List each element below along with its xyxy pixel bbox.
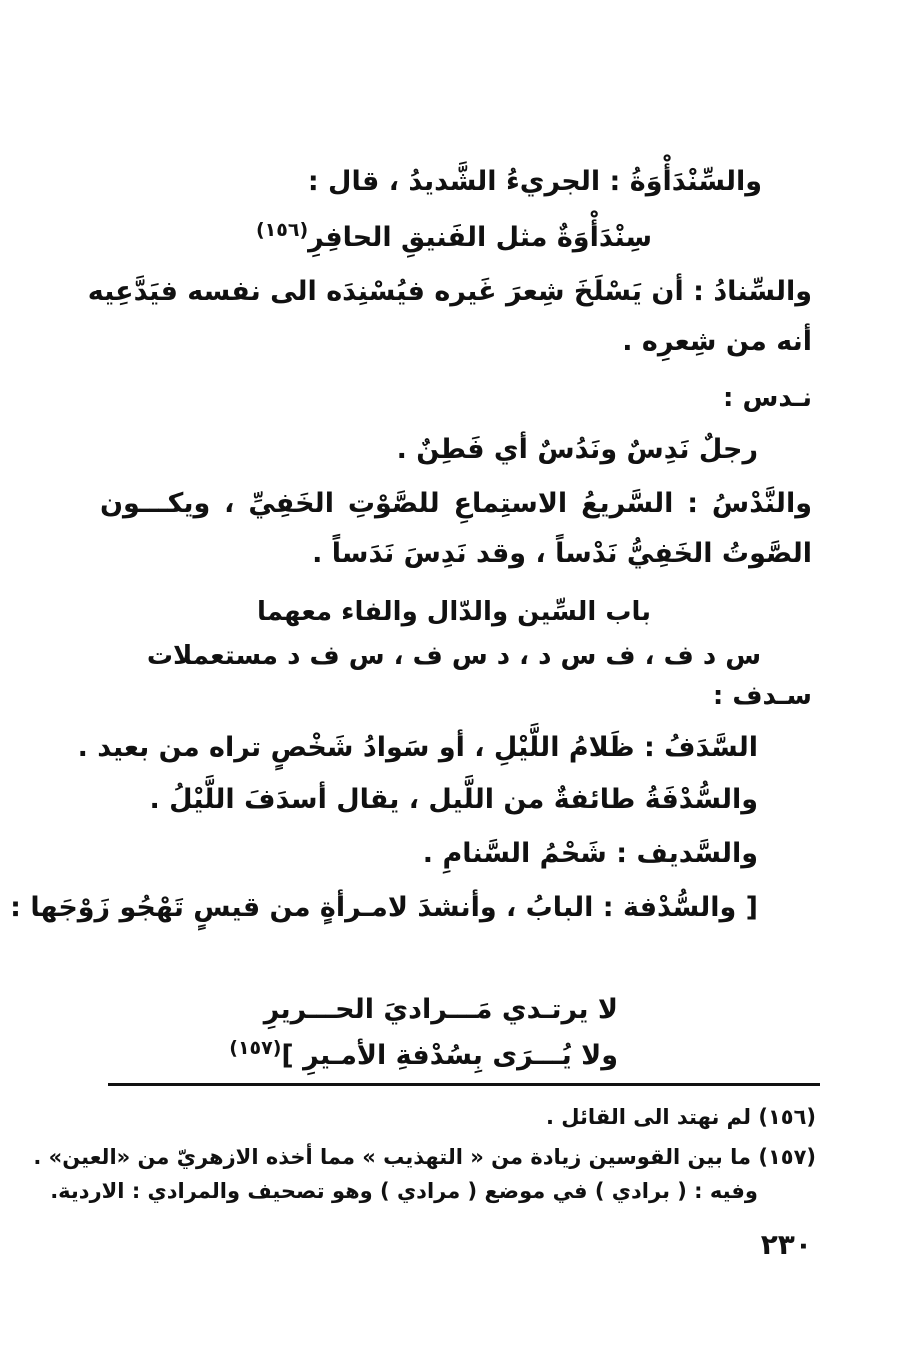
- footnote-divider: [108, 1083, 820, 1086]
- text-line-4: أنه من شِعرِه .: [622, 326, 812, 357]
- text-line-13: والسُّدْفَةُ طائفةٌ من اللَّيل ، يقال أسدَفَ اللَّيْلُ .: [149, 784, 758, 815]
- text-line-3: والسِّنادُ : أن يَسْلَخَ شِعرَ غَيره فيُسْنِدَه الى نفسه فيَدَّعِيه: [87, 276, 812, 307]
- verse-line-3: ولا يُـــرَى بِسُدْفةِ الأمـيرِ ]$^{(١٥٧)}$: [229, 1037, 618, 1071]
- entry-heading-sdf: سـدف :: [712, 681, 812, 711]
- footnote-157: [33, 1142, 816, 1172]
- text-line-7: والنَّدْسُ : السَّريعُ الاستِماعِ للصَّوْتِ الخَفِيِّ ، ويكـــون: [100, 488, 812, 519]
- chapter-title: باب السِّين والدّال والفاء معهما: [256, 597, 652, 627]
- footnote-number: (١٥٦): [758, 1105, 816, 1129]
- footnote-ref-157: (١٥٧): [229, 1037, 282, 1059]
- text-line-12: السَّدَفُ : ظَلامُ اللَّيْلِ ، أو سَوادُ شَخْصٍ تراه من بعيد .: [77, 732, 758, 763]
- chapter-subtitle: س د ف ، ف س د ، د س ف ، س ف د مستعملات: [146, 641, 762, 671]
- footnote-156: [546, 1102, 816, 1132]
- footnote-157-continued: [50, 1176, 758, 1206]
- footnote-text: وفيه : ( برادي ) في موضع ( مرادي ) وهو تصحيف والمرادي : الاردية.: [50, 1179, 758, 1203]
- text-line-6: رجلٌ نَدِسٌ ونَدُسٌ أي فَطِنٌ .: [396, 434, 758, 465]
- text-line-15: [ والسُّدْفة : البابُ ، وأنشدَ لامـرأةٍ من قيسٍ تَهْجُو زَوْجَها :: [10, 892, 758, 923]
- text-line-8: الصَّوتُ الخَفِيُّ نَدْساً ، وقد نَدِسَ نَدَساً .: [312, 538, 812, 569]
- entry-heading-nds: نـدس :: [723, 383, 812, 413]
- footnote-text: لم نهتد الى القائل .: [545, 1105, 752, 1129]
- page-number: ٢٣٠: [760, 1228, 812, 1261]
- verse-line-1: سِنْدَأْوَةٌ مثل الفَنيقِ الحافِرِ$^{(١٥٦)}$: [255, 219, 653, 253]
- footnote-number: (١٥٧): [758, 1145, 816, 1169]
- footnote-text: ما بين القوسين زيادة من « التهذيب » مما أخذه الازهريّ من «العين» .: [33, 1145, 752, 1169]
- verse-line-2: لا يرتـدي مَـــراديَ الحـــريرِ: [263, 994, 618, 1025]
- text-line-14: والسَّديف : شَحْمُ السَّنامِ .: [422, 838, 758, 869]
- footnote-ref-156: (١٥٦): [255, 219, 309, 241]
- text-line-1: والسِّنْدَأْوَةُ : الجريءُ الشَّديدُ ، قال :: [307, 166, 762, 197]
